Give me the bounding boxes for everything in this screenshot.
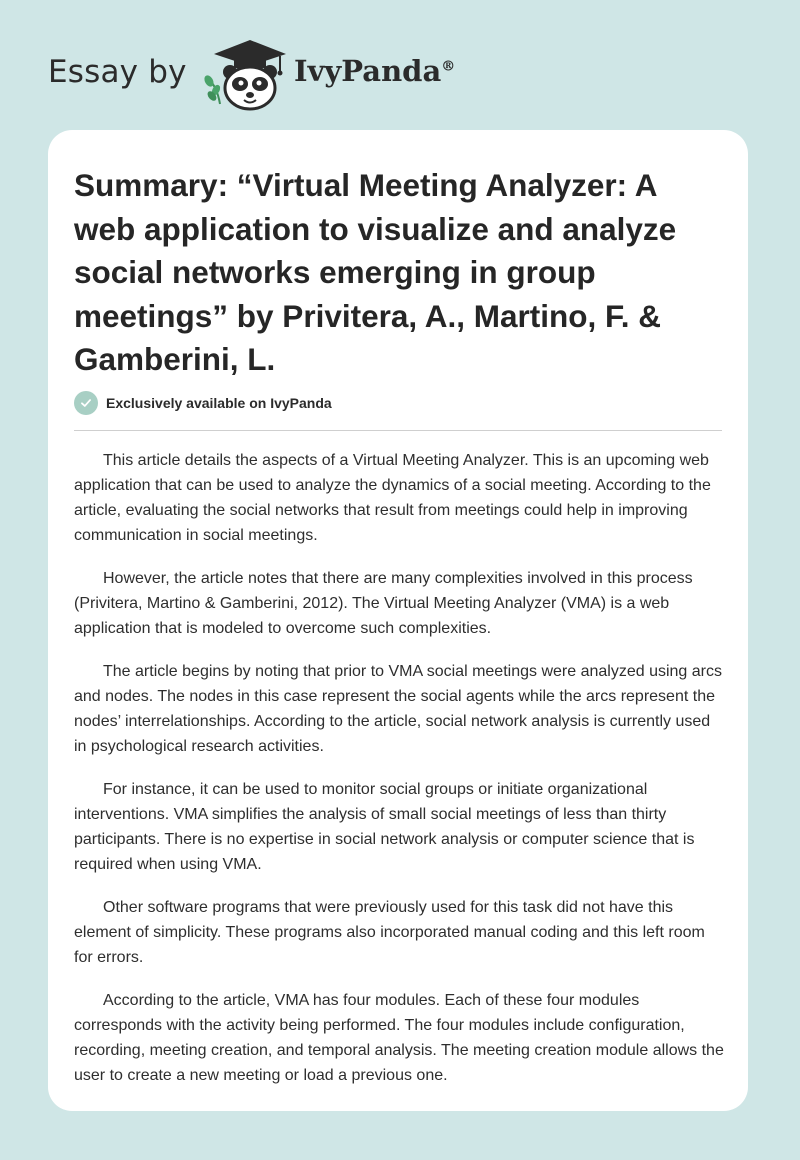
paragraph: For instance, it can be used to monitor social groups or initiate organizational interventions. VMA simplifies the analysis of small social meetings of less than thirty participants. There is no expertise in social network analysis or computer science that is required when using VMA. [74, 781, 695, 873]
exclusive-label: Exclusively available on IvyPanda [106, 395, 332, 411]
exclusive-badge [74, 390, 332, 416]
paragraph: According to the article, VMA has four modules. Each of these four modules corresponds with the activity being performed. The four modules include configuration, recording, meeting creation, and temporal analysis. The meeting creation module allows the user to create a new meeting or load a previous one. [74, 992, 724, 1084]
paragraph: The article begins by noting that prior to VMA social meetings were analyzed using arcs and nodes. The nodes in this case represent the social agents while the arcs represent the nodes’ interrelationships. According to the article, social network analysis is currently used in psychological research activities. [74, 663, 722, 755]
brand-name-text: IvyPanda [294, 54, 442, 88]
check-circle-icon [74, 391, 98, 415]
registered-mark: ® [441, 58, 456, 75]
graduation-panda-icon [200, 34, 296, 114]
article-title: Summary: “Virtual Meeting Analyzer: A web application to visualize and analyze social networks emerging in group meetings” by Privitera, A., Martino, F. & Gamberini, L. [74, 167, 677, 377]
brand-name [294, 54, 455, 88]
paragraph: Other software programs that were previously used for this task did not have this element of simplicity. These programs also incorporated manual coding and this left room for errors. [74, 899, 705, 966]
brand-header [48, 34, 508, 114]
paragraph: However, the article notes that there are many complexities involved in this process (Privitera, Martino & Gamberini, 2012). The Virtual Meeting Analyzer (VMA) is a web application that is modeled to overcome such complexities. [74, 570, 693, 637]
article-card [48, 130, 748, 1111]
divider [74, 430, 722, 431]
brand-prefix: Essay by [48, 54, 187, 90]
paragraph: This article details the aspects of a Virtual Meeting Analyzer. This is an upcoming web application that can be used to analyze the dynamics of a social meeting. According to the article, evaluating the social networks that result from meetings could help in improving communication in social meetings. [74, 452, 711, 544]
article-body [74, 448, 724, 1106]
